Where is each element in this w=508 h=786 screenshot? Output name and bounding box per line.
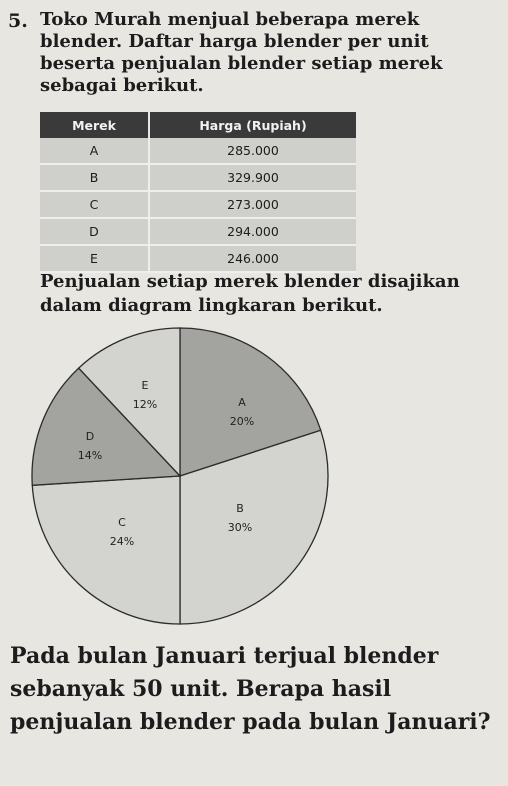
pie-label-d: D bbox=[85, 430, 95, 443]
table-row bbox=[40, 138, 356, 164]
table-row bbox=[40, 245, 356, 272]
pie-chart bbox=[20, 325, 340, 635]
pie-value-e: 12% bbox=[132, 398, 158, 411]
cell-harga: 329.900 bbox=[149, 164, 356, 191]
table-row bbox=[40, 191, 356, 218]
pie-intro: Penjualan setiap merek blender disajikan dalam diagram lingkaran berikut. bbox=[40, 271, 460, 316]
question-intro: Toko Murah menjual beberapa merek blender. Daftar harga blender per unit beserta penjualan blender setiap merek sebagai berikut. bbox=[40, 9, 443, 96]
pie-label-b: B bbox=[236, 502, 244, 515]
pie-value-d: 14% bbox=[77, 449, 103, 462]
cell-merek: C bbox=[40, 191, 149, 218]
cell-merek: A bbox=[40, 138, 149, 164]
pie-label-c: C bbox=[118, 516, 126, 529]
question-number: 5. bbox=[8, 10, 28, 32]
cell-merek: E bbox=[40, 245, 149, 272]
cell-merek: D bbox=[40, 218, 149, 245]
cell-harga: 285.000 bbox=[149, 138, 356, 164]
pie-value-c: 24% bbox=[109, 535, 135, 548]
cell-merek: B bbox=[40, 164, 149, 191]
pie-value-a: 20% bbox=[229, 415, 255, 428]
pie-label-e: E bbox=[141, 379, 149, 392]
header-harga: Harga (Rupiah) bbox=[149, 112, 356, 138]
cell-harga: 246.000 bbox=[149, 245, 356, 272]
cell-harga: 273.000 bbox=[149, 191, 356, 218]
final-question: Pada bulan Januari terjual blender sebanyak 50 unit. Berapa hasil penjualan blender pada bulan Januari? bbox=[10, 643, 491, 735]
pie-value-b: 30% bbox=[227, 521, 253, 534]
cell-harga: 294.000 bbox=[149, 218, 356, 245]
table-row bbox=[40, 218, 356, 245]
header-merek: Merek bbox=[40, 112, 149, 138]
price-table bbox=[40, 112, 356, 273]
table-row bbox=[40, 164, 356, 191]
pie-slice-c bbox=[32, 476, 180, 624]
table-header-row bbox=[40, 112, 356, 138]
pie-label-a: A bbox=[238, 396, 246, 409]
